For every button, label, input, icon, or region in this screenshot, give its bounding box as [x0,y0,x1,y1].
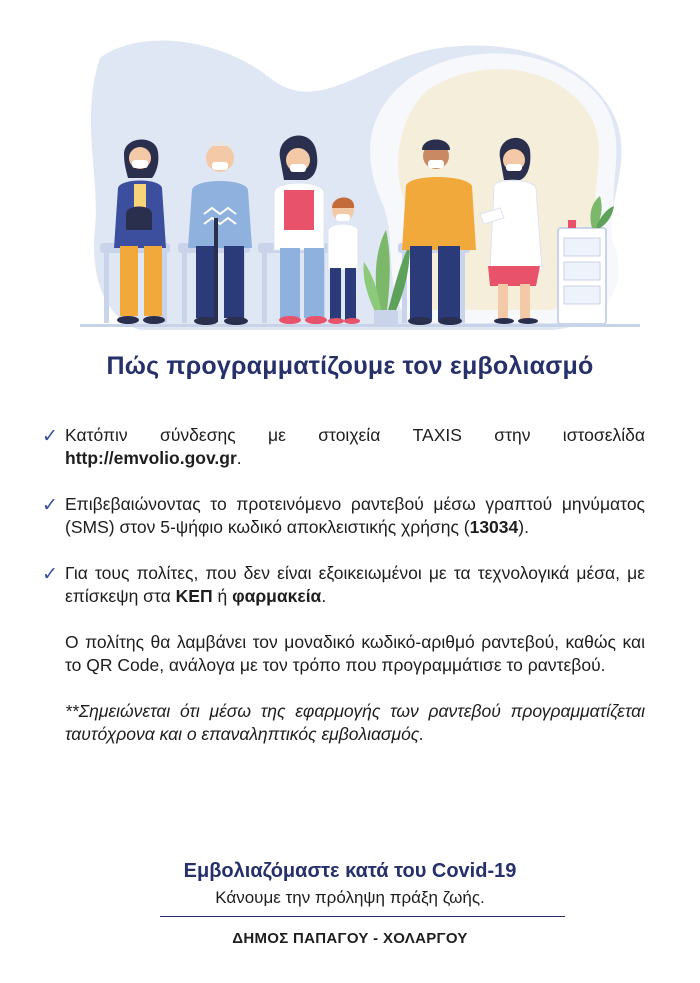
list-item: ✓ Επιβεβαιώνοντας το προτεινόμενο ραντεβού μέσω γραπτού μηνύματος (SMS) στον 5-ψήφιο κωδικό αποκλειστικής χρήσης (13034). [42,494,645,537]
note-paragraph: **Σημειώνεται ότι μέσω της εφαρμογής των ραντεβού προγραμματίζεται ταυτόχρονα και ο επαναληπτικός εμβολιασμός. [65,701,645,744]
list-item: ✓ Κατόπιν σύνδεσης με στοιχεία TAXIS στην ιστοσελίδα http://emvolio.gov.gr. [42,425,645,468]
page-title: Πώς προγραμματίζουμε τον εμβολιασμό [106,352,594,380]
check-icon: ✓ [42,426,58,447]
info-paragraph: Ο πολίτης θα λαμβάνει τον μοναδικό κωδικό-αριθμό ραντεβού, καθώς και το QR Code, ανάλογα με τον τρόπο που προγραμμάτισε το ραντεβού. [65,632,645,675]
list-item: ✓ Για τους πολίτες, που δεν είναι εξοικειωμένοι με τα τεχνολογικά μέσα, με επίσκεψη στα ΚΕΠ ή φαρμακεία. [42,563,645,606]
instructions [42,424,645,746]
municipality-name: ΔΗΜΟΣ ΠΑΠΑΓΟΥ - ΧΟΛΑΡΓΟΥ [232,930,468,947]
vaccination-illustration [80,18,640,338]
footer-subtitle: Κάνουμε την πρόληψη πράξη ζωής. [215,888,485,907]
check-icon: ✓ [42,495,58,516]
check-icon: ✓ [42,564,58,585]
divider [160,916,565,917]
footer-title: Εμβολιαζόμαστε κατά του Covid-19 [183,860,517,882]
